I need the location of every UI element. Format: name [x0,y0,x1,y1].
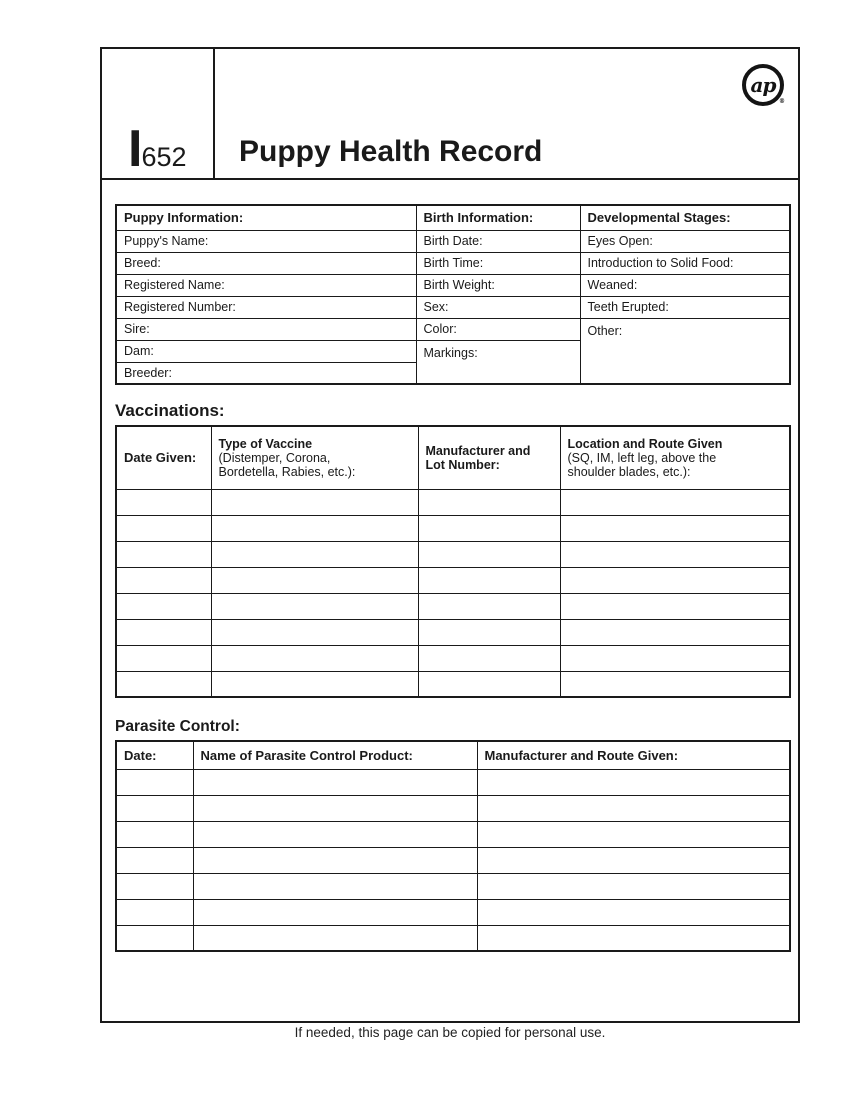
form-number-box [102,49,215,178]
form-number-digits: 652 [141,142,187,173]
field-birth-weight[interactable]: Birth Weight: [416,274,580,296]
empty-entry-cell[interactable] [116,541,211,567]
empty-entry-cell[interactable] [477,821,790,847]
empty-entry-cell[interactable] [193,769,477,795]
table-row [116,296,790,318]
form-number-letter: I [128,120,142,179]
header-main [215,49,798,178]
empty-entry-row [116,619,790,645]
empty-entry-row [116,671,790,697]
empty-entry-cell[interactable] [560,619,790,645]
empty-entry-cell[interactable] [116,899,193,925]
field-sire[interactable]: Sire: [116,318,416,340]
vacc-header-location-route-detail: (SQ, IM, left leg, above the shoulder blades, etc.): [567,450,717,479]
info-header-development: Developmental Stages: [580,205,790,230]
info-header-row [116,205,790,230]
brand-logo-icon [742,64,784,106]
empty-entry-cell[interactable] [116,593,211,619]
empty-entry-row [116,847,790,873]
vacc-header-manufacturer-lot: Manufacturer and Lot Number: [418,426,560,489]
field-sex[interactable]: Sex: [416,296,580,318]
empty-entry-cell[interactable] [418,541,560,567]
field-breeder[interactable]: Breeder: [116,362,416,384]
field-intro-solid-food[interactable]: Introduction to Solid Food: [580,252,790,274]
empty-entry-cell[interactable] [116,515,211,541]
parasite-header-row [116,741,790,769]
empty-entry-cell[interactable] [477,795,790,821]
empty-entry-cell[interactable] [116,489,211,515]
empty-entry-cell[interactable] [193,899,477,925]
empty-entry-cell[interactable] [116,645,211,671]
empty-entry-row [116,873,790,899]
field-puppys-name[interactable]: Puppy's Name: [116,230,416,252]
field-registered-name[interactable]: Registered Name: [116,274,416,296]
field-teeth-erupted[interactable]: Teeth Erupted: [580,296,790,318]
empty-entry-cell[interactable] [477,847,790,873]
field-weaned[interactable]: Weaned: [580,274,790,296]
form-number [128,120,187,179]
table-row [116,252,790,274]
vacc-header-date-given: Date Given: [116,426,211,489]
empty-entry-cell[interactable] [418,515,560,541]
vaccinations-rows [116,489,790,697]
field-eyes-open[interactable]: Eyes Open: [580,230,790,252]
empty-entry-row [116,567,790,593]
empty-entry-row [116,925,790,951]
empty-entry-cell[interactable] [418,593,560,619]
empty-entry-cell[interactable] [211,489,418,515]
empty-entry-row [116,593,790,619]
vaccinations-table [115,425,791,698]
empty-entry-row [116,769,790,795]
empty-entry-cell[interactable] [211,619,418,645]
table-row [116,274,790,296]
vacc-header-location-route-title: Location and Route Given [567,436,723,451]
table-row [116,318,790,340]
empty-entry-cell[interactable] [418,671,560,697]
brand-logo-text: ap [750,73,776,97]
empty-entry-row [116,515,790,541]
parasite-header-date: Date: [116,741,193,769]
form-header [102,49,798,180]
field-dam[interactable]: Dam: [116,340,416,362]
empty-entry-row [116,541,790,567]
empty-entry-cell[interactable] [193,847,477,873]
empty-entry-cell[interactable] [116,769,193,795]
vaccinations-header-row [116,426,790,489]
vacc-header-vaccine-type [211,426,418,489]
parasite-control-heading: Parasite Control: [115,718,240,735]
field-registered-number[interactable]: Registered Number: [116,296,416,318]
field-other[interactable]: Other: [580,318,790,384]
puppy-info-table [115,204,791,385]
empty-entry-row [116,795,790,821]
empty-entry-row [116,821,790,847]
registered-mark: ® [779,98,784,105]
field-color[interactable]: Color: [416,318,580,340]
empty-entry-cell[interactable] [560,567,790,593]
empty-entry-cell[interactable] [477,873,790,899]
empty-entry-cell[interactable] [116,671,211,697]
empty-entry-cell[interactable] [477,925,790,951]
vacc-header-vaccine-type-title: Type of Vaccine [218,436,313,451]
parasite-header-manufacturer-route: Manufacturer and Route Given: [477,741,790,769]
empty-entry-cell[interactable] [560,593,790,619]
empty-entry-cell[interactable] [418,619,560,645]
field-birth-date[interactable]: Birth Date: [416,230,580,252]
info-header-puppy: Puppy Information: [116,205,416,230]
empty-entry-cell[interactable] [560,541,790,567]
empty-entry-cell[interactable] [116,567,211,593]
field-breed[interactable]: Breed: [116,252,416,274]
empty-entry-cell[interactable] [116,847,193,873]
parasite-rows [116,769,790,951]
empty-entry-row [116,489,790,515]
empty-entry-cell[interactable] [418,489,560,515]
empty-entry-cell[interactable] [193,925,477,951]
info-header-birth: Birth Information: [416,205,580,230]
empty-entry-cell[interactable] [418,645,560,671]
empty-entry-cell[interactable] [193,821,477,847]
field-birth-time[interactable]: Birth Time: [416,252,580,274]
empty-entry-cell[interactable] [211,645,418,671]
empty-entry-cell[interactable] [211,671,418,697]
empty-entry-cell[interactable] [560,515,790,541]
empty-entry-row [116,645,790,671]
form-content [102,204,798,952]
empty-entry-row [116,899,790,925]
empty-entry-cell[interactable] [211,567,418,593]
empty-entry-cell[interactable] [211,515,418,541]
empty-entry-cell[interactable] [211,541,418,567]
empty-entry-cell[interactable] [116,925,193,951]
form-page [100,47,800,1023]
empty-entry-cell[interactable] [116,873,193,899]
empty-entry-cell[interactable] [211,593,418,619]
empty-entry-cell[interactable] [193,795,477,821]
table-row [116,230,790,252]
empty-entry-cell[interactable] [560,645,790,671]
footer-note: If needed, this page can be copied for personal use. [294,1025,606,1040]
field-markings[interactable]: Markings: [416,340,580,384]
empty-entry-cell[interactable] [418,567,560,593]
empty-entry-cell[interactable] [477,899,790,925]
empty-entry-cell[interactable] [560,671,790,697]
vaccinations-heading: Vaccinations: [115,401,225,420]
parasite-header-product-name: Name of Parasite Control Product: [193,741,477,769]
empty-entry-cell[interactable] [116,821,193,847]
parasite-control-table [115,740,791,952]
empty-entry-cell[interactable] [193,873,477,899]
vacc-header-location-route [560,426,790,489]
page-title: Puppy Health Record [239,135,543,168]
empty-entry-cell[interactable] [560,489,790,515]
empty-entry-cell[interactable] [477,769,790,795]
empty-entry-cell[interactable] [116,795,193,821]
empty-entry-cell[interactable] [116,619,211,645]
vacc-header-vaccine-type-detail: (Distemper, Corona, Bordetella, Rabies, etc.): [218,450,356,479]
